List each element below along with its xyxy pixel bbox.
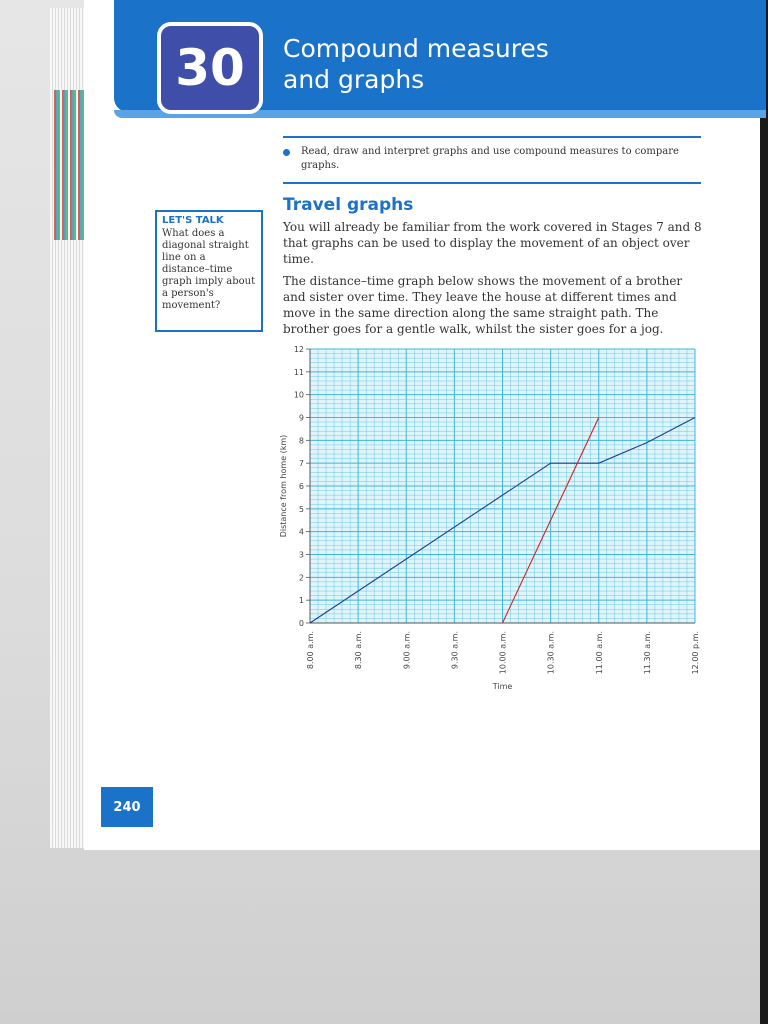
y-tick-label: 0 xyxy=(298,619,304,628)
y-tick-label: 3 xyxy=(298,550,304,560)
x-tick-label: 11.00 a.m. xyxy=(594,631,604,675)
bullet-icon xyxy=(283,149,290,156)
section-heading: Travel graphs xyxy=(283,195,414,215)
graph-description-paragraph: The distance–time graph below shows the movement of a brother and sister over time. They leave the house at different times and move in the same direction along the same straight path. The brother goes for a gentle walk, whilst the sister goes for a jog. xyxy=(283,274,683,336)
y-tick-label: 12 xyxy=(293,345,304,354)
x-tick-label: 12.00 p.m. xyxy=(691,631,700,675)
chapter-title-line1: Compound measures xyxy=(283,34,549,63)
lets-talk-body: What does a diagonal straight line on a distance–time graph imply about a person's movement? xyxy=(162,228,256,311)
x-tick-label: 10.30 a.m. xyxy=(546,631,556,675)
intro-paragraph: You will already be familiar from the work covered in Stages 7 and 8 that graphs can be used to display the movement of an object over time. xyxy=(283,220,702,266)
chapter-title xyxy=(283,33,713,95)
y-tick-label: 1 xyxy=(298,596,304,606)
scanner-edge xyxy=(760,0,768,1024)
y-tick-label: 5 xyxy=(298,504,304,514)
lets-talk-box xyxy=(155,210,263,332)
x-tick-label: 9.00 a.m. xyxy=(402,631,412,670)
y-tick-label: 8 xyxy=(298,436,304,446)
y-tick-label: 11 xyxy=(293,367,304,377)
y-tick-label: 4 xyxy=(298,527,304,537)
book-color-tabs xyxy=(54,90,84,240)
distance-time-graph xyxy=(270,340,710,700)
x-axis-label: Time xyxy=(492,682,513,691)
learning-objective-box xyxy=(283,136,701,184)
y-tick-label: 10 xyxy=(293,390,304,400)
x-tick-label: 10.00 a.m. xyxy=(498,631,508,675)
x-tick-label: 11.30 a.m. xyxy=(642,631,652,675)
x-tick-label: 8.30 a.m. xyxy=(354,631,364,670)
chapter-number: 30 xyxy=(157,22,263,114)
y-axis-label: Distance from home (km) xyxy=(279,434,288,538)
page-number: 240 xyxy=(101,787,153,827)
y-tick-label: 9 xyxy=(298,413,304,423)
chapter-title-line2: and graphs xyxy=(283,65,425,94)
learning-objective-text: Read, draw and interpret graphs and use compound measures to compare graphs. xyxy=(301,146,679,171)
y-tick-label: 6 xyxy=(298,482,304,491)
distance-time-chart xyxy=(270,340,710,700)
y-tick-label: 2 xyxy=(298,573,304,583)
x-tick-label: 8.00 a.m. xyxy=(306,631,315,670)
lets-talk-title: LET'S TALK xyxy=(162,215,224,226)
y-tick-label: 7 xyxy=(298,459,304,469)
x-tick-label: 9.30 a.m. xyxy=(450,631,460,670)
